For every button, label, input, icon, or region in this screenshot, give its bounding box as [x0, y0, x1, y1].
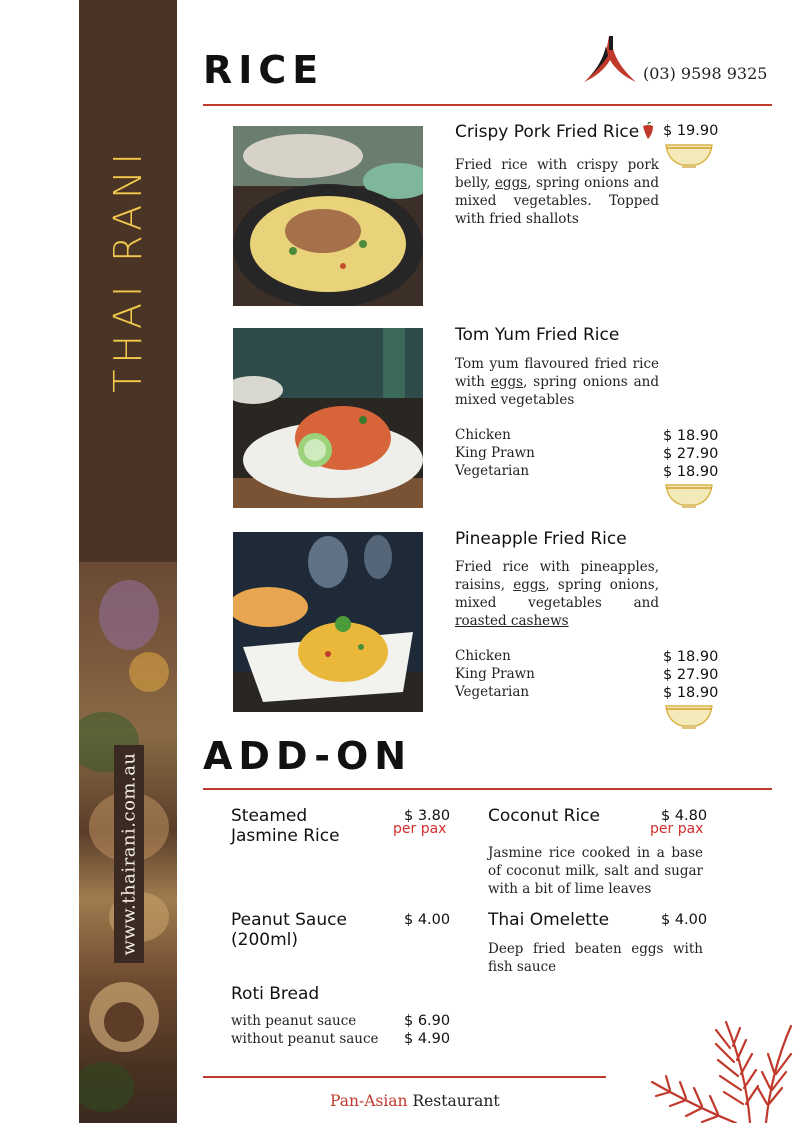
addon-steamed-rice: Steamed Jasmine Rice: [231, 806, 340, 846]
option-name: with peanut sauce: [231, 1013, 357, 1029]
option-price: $ 18.90: [663, 685, 719, 701]
decorative-leaves-icon: [646, 1012, 794, 1123]
option-price: $ 27.90: [663, 667, 719, 683]
footer-divider: [203, 1076, 606, 1078]
tom-yum-photo: [233, 328, 423, 508]
option-name: Chicken: [455, 648, 511, 664]
phone-number[interactable]: (03) 9598 9325: [643, 64, 768, 83]
option-name: King Prawn: [455, 445, 535, 461]
addon-peanut-sauce: Peanut Sauce (200ml): [231, 910, 347, 950]
website-url[interactable]: www.thairani.com.au: [118, 752, 140, 956]
price-steamed-rice: $ 3.80: [404, 808, 451, 824]
rice-divider: [203, 104, 772, 106]
desc-coconut-rice: Jasmine rice cooked in a base of coconut milk, salt and sugar with a bit of lime leaves: [488, 845, 703, 897]
desc-thai-omelette: Deep fried beaten eggs with fish sauce: [488, 941, 703, 975]
restaurant-logo-icon: [582, 32, 638, 88]
option-price: $ 18.90: [663, 464, 719, 480]
chili-icon: [640, 122, 656, 140]
rice-heading: RICE: [203, 48, 325, 92]
footer-tagline: Pan-Asian Restaurant: [330, 1092, 500, 1110]
price-coconut-rice: $ 4.80: [661, 808, 708, 824]
option-name: without peanut sauce: [231, 1031, 379, 1047]
rice-bowl-icon: [664, 702, 714, 730]
price-thai-omelette: $ 4.00: [661, 912, 708, 928]
addon-coconut-rice: Coconut Rice: [488, 806, 600, 826]
price-peanut-sauce: $ 4.00: [404, 912, 451, 928]
addon-thai-omelette: Thai Omelette: [488, 910, 610, 930]
option-name: Vegetarian: [455, 463, 530, 479]
desc-tom-yum: Tom yum flavoured fried rice with eggs, spring onions and mixed vegetables: [455, 356, 659, 408]
addon-roti-bread: Roti Bread: [231, 984, 320, 1004]
desc-pineapple: Fried rice with pineapples, raisins, eggs, spring onions, mixed vegetables and roasted cashews: [455, 559, 659, 629]
option-name: King Prawn: [455, 666, 535, 682]
pineapple-photo: [233, 532, 423, 712]
option-price: $ 18.90: [663, 428, 719, 444]
addon-heading: ADD-ON: [203, 734, 413, 778]
dish-title-pineapple: Pineapple Fried Rice: [455, 529, 627, 549]
rice-bowl-icon: [664, 481, 714, 509]
option-price: $ 6.90: [404, 1013, 451, 1029]
option-price: $ 18.90: [663, 649, 719, 665]
option-price: $ 27.90: [663, 446, 719, 462]
option-name: Vegetarian: [455, 684, 530, 700]
desc-crispy-pork: Fried rice with crispy pork belly, eggs, spring onions and mixed vegetables. Topped with fried shallots: [455, 157, 659, 227]
crispy-pork-photo: [233, 126, 423, 306]
dish-title-crispy-pork: Crispy Pork Fried Rice: [455, 122, 640, 142]
per-pax-label: per pax: [393, 821, 447, 837]
addon-divider: [203, 788, 772, 790]
dish-title-tom-yum: Tom Yum Fried Rice: [455, 325, 620, 345]
price-crispy-pork: $ 19.90: [663, 123, 719, 139]
option-name: Chicken: [455, 427, 511, 443]
per-pax-label: per pax: [650, 821, 704, 837]
option-price: $ 4.90: [404, 1031, 451, 1047]
rice-bowl-icon: [664, 141, 714, 169]
brand-name: THAI RANI: [106, 147, 150, 393]
